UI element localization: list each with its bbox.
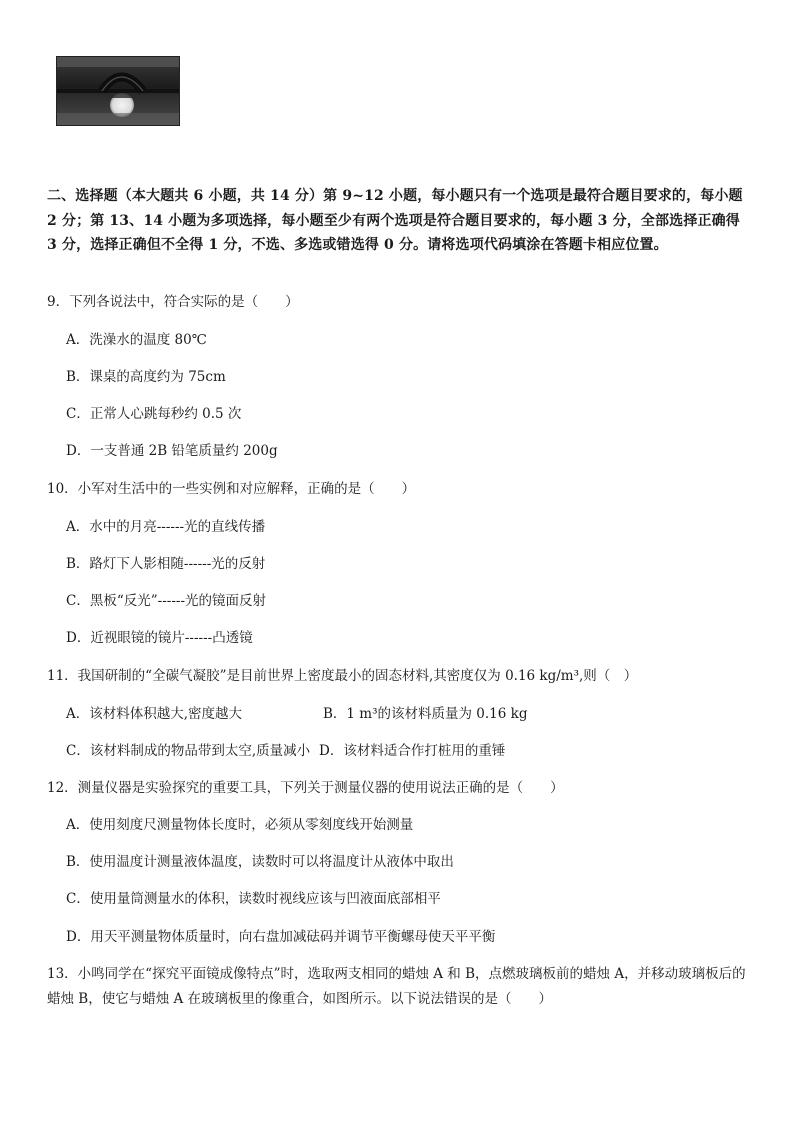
question-13-stem: 13．小鸣同学在“探究平面镜成像特点”时，选取两支相同的蜡烛 A 和 B，点燃玻璃板前的蜡烛 A，并移动玻璃板后的蜡烛 B，使它与蜡烛 A 在玻璃板里的像重合，如图所示。以下说法错误的是（ ）: [47, 966, 746, 1007]
question-10-option-d: D．近视眼镜的镜片------凸透镜: [66, 630, 253, 646]
question-11-option-b: B．1 m³的该材料质量为 0.16 kg: [323, 706, 528, 722]
question-9-option-d: D．一支普通 2B 铅笔质量约 200g: [66, 443, 278, 459]
question-10-option-b: B．路灯下人影相随------光的反射: [66, 556, 266, 572]
question-12-option-b: B．使用温度计测量液体温度，读数时可以将温度计从液体中取出: [66, 854, 454, 870]
question-11-option-d: D．该材料适合作打桩用的重锤: [319, 743, 506, 759]
question-9-option-c: C．正常人心跳每秒约 0.5 次: [66, 406, 242, 422]
question-12-stem: 12．测量仪器是实验探究的重要工具，下列关于测量仪器的使用说法正确的是（ ）: [47, 780, 564, 796]
question-11-stem: 11．我国研制的“全碳气凝胶”是目前世界上密度最小的固态材料,其密度仅为 0.16 kg/m³,则（ ）: [47, 668, 638, 684]
question-12-option-a: A．使用刻度尺测量物体长度时，必须从零刻度线开始测量: [66, 817, 414, 833]
question-9-stem: 9．下列各说法中，符合实际的是（ ）: [47, 294, 299, 310]
question-9-option-a: A．洗澡水的温度 80℃: [66, 332, 207, 348]
question-11-option-c: C．该材料制成的物品带到太空,质量减小: [66, 743, 311, 759]
question-10-stem: 10．小军对生活中的一些实例和对应解释，正确的是（ ）: [47, 481, 416, 497]
question-11-option-a: A．该材料体积越大,密度越大: [66, 706, 243, 722]
question-10-option-c: C．黑板“反光”------光的镜面反射: [66, 593, 267, 609]
question-12-option-d: D．用天平测量物体质量时，向右盘加减砝码并调节平衡螺母使天平平衡: [66, 929, 496, 945]
question-10-option-a: A．水中的月亮------光的直线传播: [66, 519, 266, 535]
moon-reflection-photo: [56, 56, 180, 126]
question-9-option-b: B．课桌的高度约为 75cm: [66, 369, 226, 385]
question-12-option-c: C．使用量筒测量水的体积，读数时视线应该与凹液面底部相平: [66, 891, 441, 907]
section-instructions: 二、选择题（本大题共 6 小题，共 14 分）第 9~12 小题，每小题只有一个选项是最符合题目要求的，每小题 2 分；第 13、14 小题为多项选择，每小题至少有两个选项是符合题目要求的，每小题 3 分，全部选择正确得 3 分，选择正确但不全得 1 分，不选、多选或错选得 0 分。请将选项代码填涂在答题卡相应位置。: [47, 188, 743, 254]
